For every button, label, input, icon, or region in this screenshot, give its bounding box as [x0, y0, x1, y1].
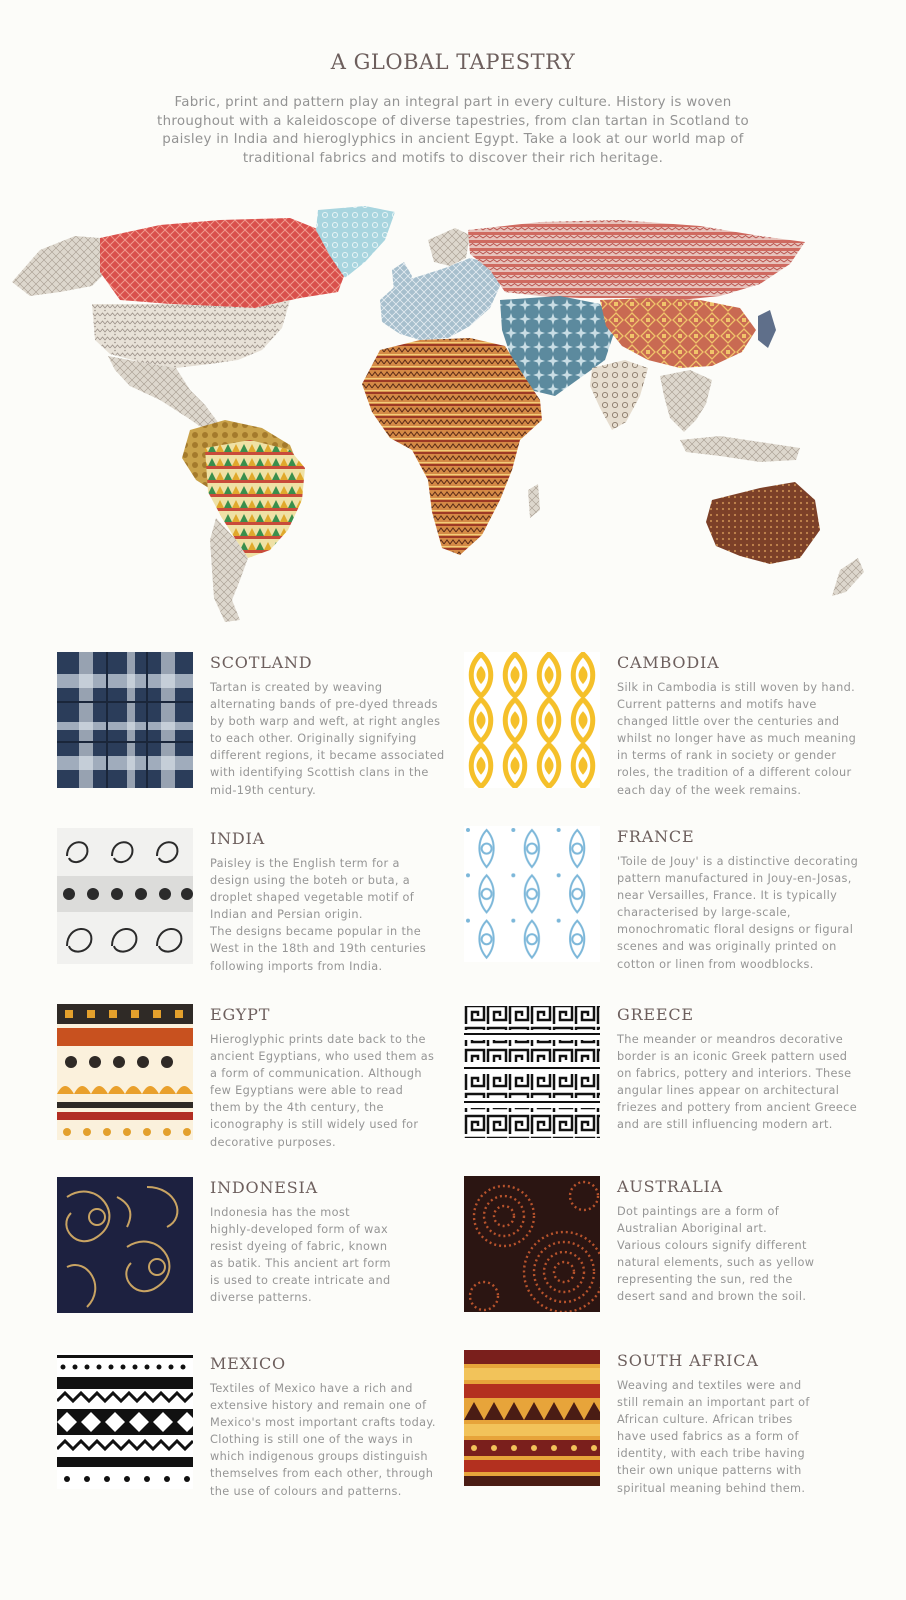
india-region: [590, 360, 648, 430]
page-title: A GLOBAL TAPESTRY: [330, 50, 576, 74]
country-description: Paisley is the English term for a design using the boteh or buta, a droplet shaped vegetable motif of Indian and Persian origin. The designs became popular in the West in the 18th and 19th centuries following imports from India.: [210, 857, 427, 973]
country-description: Indonesia has the most highly-developed form of wax resist dyeing of fabric, known as batik. This ancient art form is used to create intricate and diverse patterns.: [210, 1206, 391, 1305]
canada-region: [100, 218, 350, 308]
country-title: FRANCE: [617, 827, 695, 846]
card-france: [464, 826, 869, 971]
paisley-pattern-icon: [57, 828, 193, 964]
ikat-pattern-icon: [464, 652, 600, 788]
new-zealand-region: [832, 558, 864, 596]
australia-region: [706, 482, 820, 564]
world-fabric-map: [0, 200, 906, 640]
usa-region: [92, 300, 290, 368]
alaska-region: [12, 236, 108, 296]
batik-pattern-icon: [57, 1177, 193, 1313]
card-cambodia: [464, 652, 869, 797]
country-title: MEXICO: [210, 1354, 286, 1373]
country-title: GREECE: [617, 1005, 694, 1024]
country-title: EGYPT: [210, 1005, 271, 1024]
country-description: Weaving and textiles were and still remain an important part of African culture. African tribes have used fabrics as a form of identity, with each tribe having their own unique patterns with spiritual meaning behind them.: [617, 1379, 810, 1495]
country-title: AUSTRALIA: [617, 1177, 723, 1196]
japan-region: [758, 310, 776, 348]
african-tribal-pattern-icon: [464, 1350, 600, 1486]
card-south-africa: [464, 1350, 869, 1495]
country-description: Textiles of Mexico have a rich and extensive history and remain one of Mexico's most important crafts today. Clothing is still one of the ways in which indigenous groups distinguish themselves from each other, through the use of colours and patterns.: [210, 1382, 436, 1498]
dot-painting-pattern-icon: [464, 1176, 600, 1312]
country-description: Hieroglyphic prints date back to the ancient Egyptians, who used them as a form of communication. Although few Egyptians were able to read them by the 4th century, the iconography is still widely used for decorative purposes.: [210, 1033, 435, 1149]
country-description: Silk in Cambodia is still woven by hand. Current patterns and motifs have changed little over the centuries and whilst no longer have as much meaning in terms of rank in society or gender roles, the tradition of a different colour each day of the week remains.: [617, 681, 857, 797]
card-egypt: [57, 1004, 462, 1149]
hieroglyph-pattern-icon: [57, 1004, 193, 1140]
country-title: CAMBODIA: [617, 653, 720, 672]
china-region: [600, 298, 756, 368]
southeast-asia-region: [660, 370, 712, 432]
card-greece: [464, 1004, 869, 1144]
card-indonesia: [57, 1177, 462, 1317]
country-title: INDONESIA: [210, 1178, 318, 1197]
tartan-pattern-icon: [57, 652, 193, 788]
country-title: SOUTH AFRICA: [617, 1351, 759, 1370]
aztec-pattern-icon: [57, 1353, 193, 1489]
scandinavia-region: [428, 228, 470, 266]
card-mexico: [57, 1353, 462, 1498]
intro-paragraph: Fabric, print and pattern play an integral part in every culture. History is woven throughout with a kaleidoscope of diverse tapestries, from clan tartan in Scotland to paisley in India and hieroglyphics in ancient Egypt. Take a look at our world map of traditional fabrics and motifs to discover their rich heritage.: [157, 95, 749, 166]
country-description: Tartan is created by weaving alternating bands of pre-dyed threads by both warp and weft, at right angles to each other. Originally signifying different regions, it became associated with identifying Scottish clans in the mid-19th century.: [210, 681, 445, 797]
card-australia: [464, 1176, 869, 1316]
country-description: Dot paintings are a form of Australian Aboriginal art. Various colours signify different natural elements, such as yellow representing the sun, red the desert sand and brown the soil.: [617, 1205, 815, 1304]
country-title: SCOTLAND: [210, 653, 313, 672]
country-title: INDIA: [210, 829, 266, 848]
africa-region: [362, 338, 542, 555]
indonesia-region: [680, 436, 800, 462]
meander-pattern-icon: [464, 1004, 600, 1140]
card-india: [57, 828, 462, 973]
card-scotland: [57, 652, 462, 797]
toile-pattern-icon: [464, 826, 600, 962]
russia-region: [468, 220, 805, 300]
mexico-region: [108, 356, 220, 432]
country-description: The meander or meandros decorative border is an iconic Greek pattern used on fabrics, pottery and interiors. These angular lines appear on architectural friezes and pottery from ancient Greece and are still influencing modern art.: [617, 1033, 858, 1132]
madagascar-region: [528, 484, 540, 518]
country-description: 'Toile de Jouy' is a distinctive decorating pattern manufactured in Jouy-en-Josas, near Versailles, France. It is typically characterised by large-scale, monochromatic floral designs or figural scenes and was originally printed on cotton or linen from woodblocks.: [617, 855, 859, 971]
